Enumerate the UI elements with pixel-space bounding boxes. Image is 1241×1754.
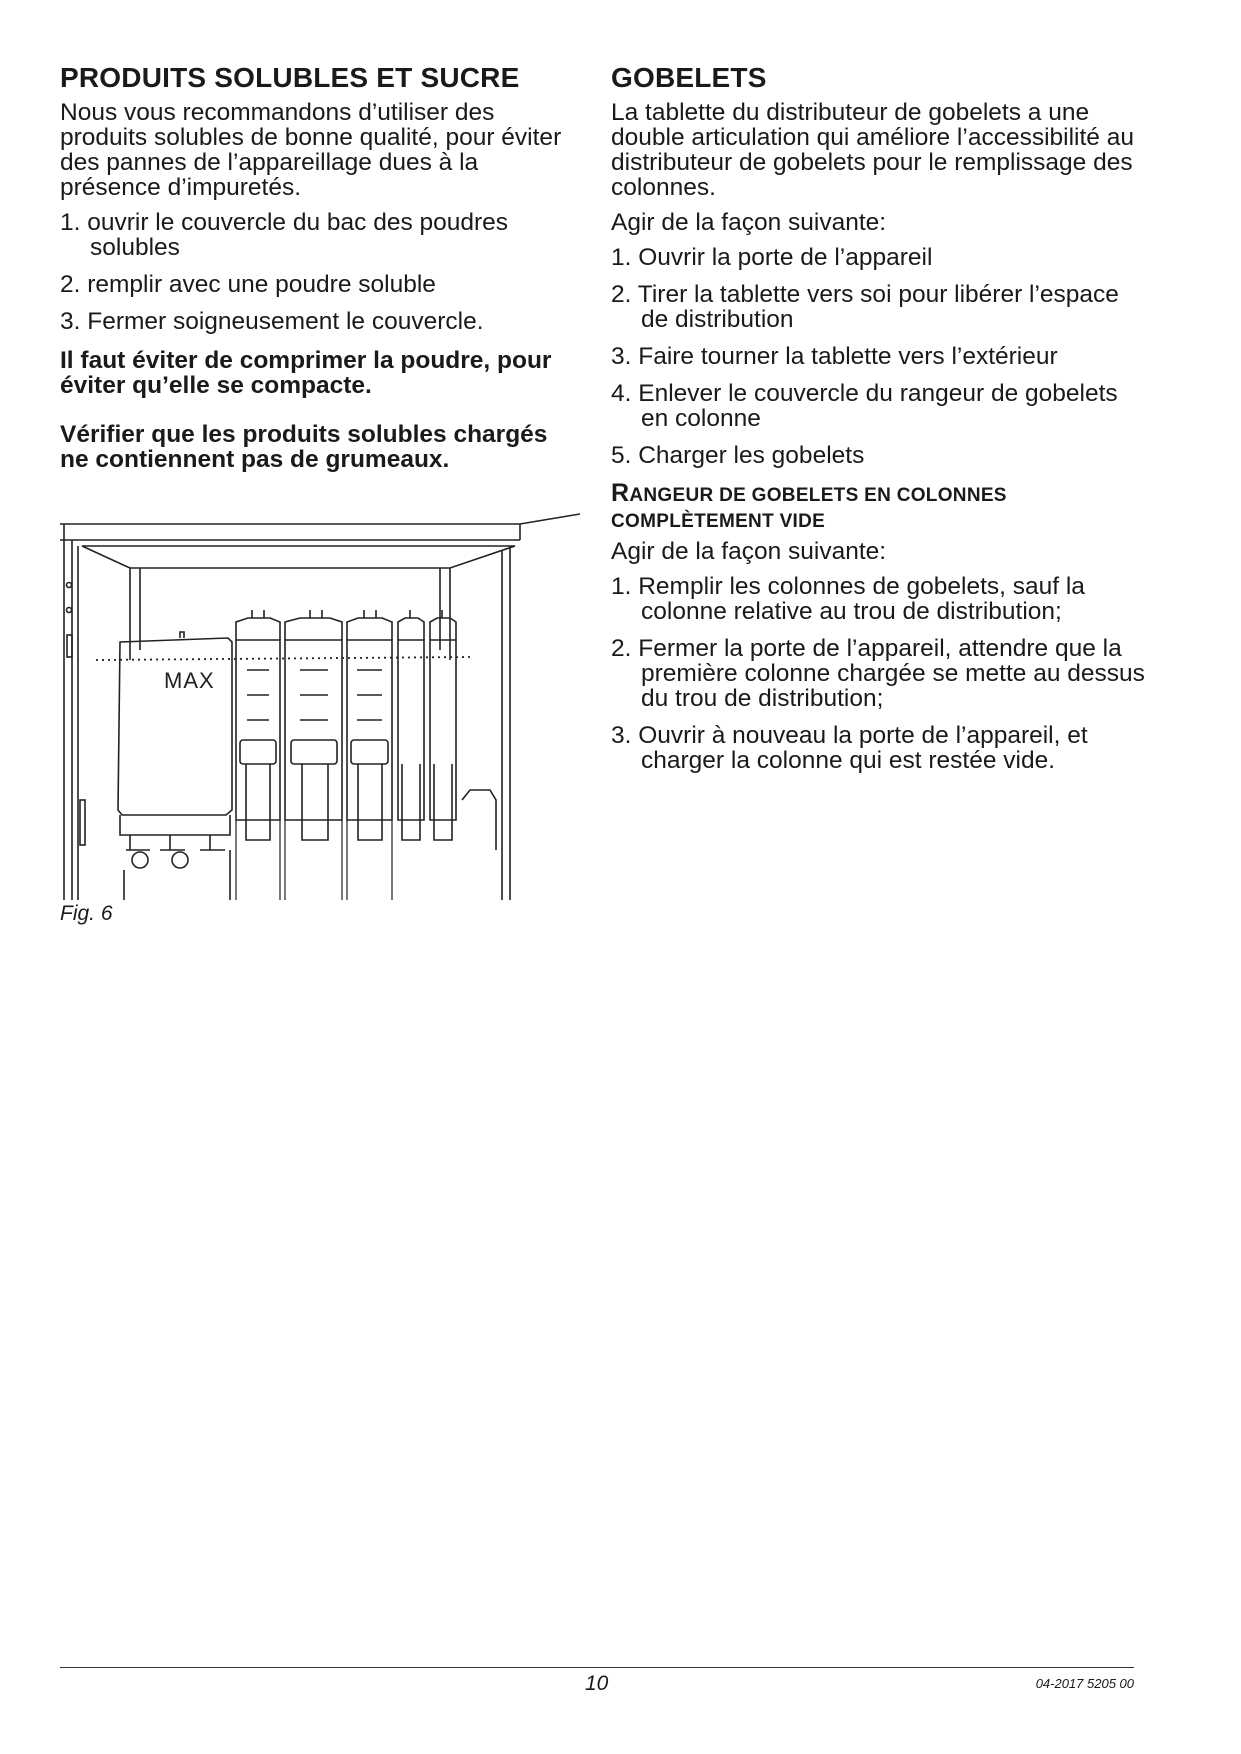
cup-column-1 xyxy=(236,610,280,840)
cup-column-5 xyxy=(430,610,456,840)
action-intro-2: Agir de la façon suivante: xyxy=(611,538,887,565)
warning-compress: Il faut éviter de comprimer la poudre, pour éviter qu’elle se compacte. xyxy=(60,347,552,399)
list-item: 2. Fermer la porte de l’appareil, attendre que la première colonne chargée se mette au dessus du trou de distribution; xyxy=(611,635,1145,712)
gobelets-intro: La tablette du distributeur de gobelets a une double articulation qui améliore l’accessibilité au distributeur de gobelets pour le remplissage des colonnes. xyxy=(611,99,1134,201)
subheading-empty-columns: RANGEUR DE GOBELETS EN COLONNES COMPLÈTEMENT VIDE xyxy=(611,479,1007,532)
list-item: 2. Tirer la tablette vers soi pour libérer l’espace de distribution xyxy=(611,281,1119,333)
gobelets-steps xyxy=(611,245,1151,468)
figure-6-illustration xyxy=(60,510,580,910)
footer-divider xyxy=(60,1667,1134,1668)
section-heading-gobelets: GOBELETS xyxy=(611,62,767,93)
list-item: 3. Ouvrir à nouveau la porte de l’appareil, et charger la colonne qui est restée vide. xyxy=(611,722,1088,774)
section-heading-solubles: PRODUITS SOLUBLES ET SUCRE xyxy=(60,62,520,93)
machine-drawing xyxy=(60,510,580,900)
list-item: 4. Enlever le couvercle du rangeur de gobelets en colonne xyxy=(611,380,1118,432)
list-item: 3. Faire tourner la tablette vers l’extérieur xyxy=(611,343,1058,370)
right-column xyxy=(611,62,1151,785)
list-item: 3. Fermer soigneusement le couvercle. xyxy=(60,308,484,335)
solubles-steps xyxy=(60,210,570,334)
cup-column-4 xyxy=(398,610,424,840)
warning-lumps: Vérifier que les produits solubles chargés ne contiennent pas de grumeaux. xyxy=(60,421,548,473)
list-item: 1. Ouvrir la porte de l’appareil xyxy=(611,244,933,271)
action-intro: Agir de la façon suivante: xyxy=(611,209,887,236)
list-item: 1. Remplir les colonnes de gobelets, sauf la colonne relative au trou de distribution; xyxy=(611,573,1085,625)
max-label: MAX xyxy=(164,668,215,693)
solubles-intro: Nous vous recommandons d’utiliser des produits solubles de bonne qualité, pour éviter des pannes de l’appareillage dues à la présence d’impuretés. xyxy=(60,99,562,201)
left-column xyxy=(60,62,570,496)
cup-column-3 xyxy=(347,610,392,840)
figure-caption: Fig. 6 xyxy=(60,902,113,925)
list-item: 1. ouvrir le couvercle du bac des poudres solubles xyxy=(60,209,509,261)
empty-columns-steps xyxy=(611,574,1151,773)
page-number: 10 xyxy=(585,1672,609,1695)
list-item: 5. Charger les gobelets xyxy=(611,442,865,469)
cup-column-2 xyxy=(285,610,342,840)
list-item: 2. remplir avec une poudre soluble xyxy=(60,271,436,298)
document-code: 04-2017 5205 00 xyxy=(1035,1676,1134,1691)
